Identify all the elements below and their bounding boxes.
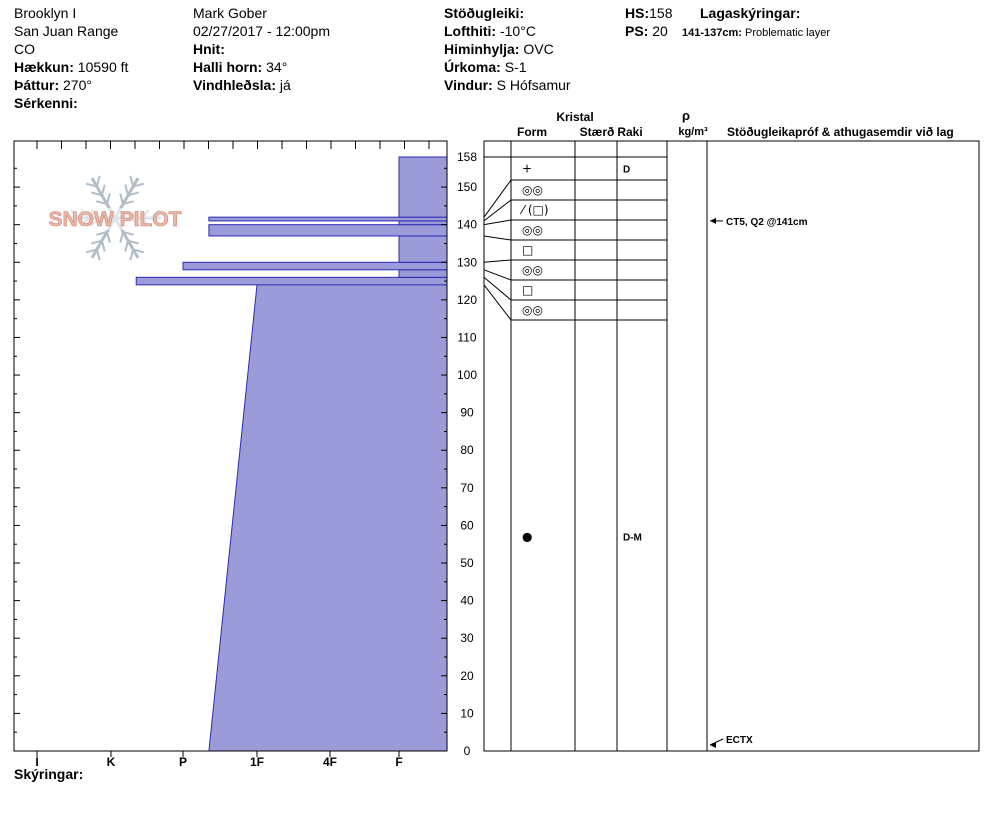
snowflake-branch	[130, 249, 133, 260]
depth-label: 10	[460, 706, 474, 721]
snowflake-branch	[97, 176, 100, 187]
wind-value: S Hófsamur	[496, 77, 571, 93]
layer-connector	[484, 220, 511, 225]
hardness-band	[209, 285, 447, 751]
layer-form-symbol: ◎◎	[522, 263, 543, 277]
precip-label: Úrkoma:	[444, 59, 501, 75]
location-name: Brooklyn I	[14, 5, 77, 21]
features-label: Sérkenni:	[14, 95, 78, 111]
layer-moisture: D	[623, 164, 631, 176]
header-form: Form	[517, 125, 547, 139]
hardness-profile	[136, 157, 447, 751]
depth-label: 30	[460, 631, 474, 646]
layer-connector	[484, 236, 511, 240]
sky-label: Himinhylja:	[444, 41, 520, 57]
air-temp-label: Lofthiti:	[444, 23, 497, 39]
depth-label: 50	[460, 556, 474, 571]
hardness-label-1f: 1F	[249, 755, 265, 769]
aspect-label: Þáttur:	[14, 77, 60, 93]
state: CO	[14, 41, 35, 57]
wind-label: Vindur:	[444, 77, 493, 93]
header-rho: ρ	[681, 108, 691, 123]
depth-label: 80	[460, 443, 474, 458]
layer-form-symbol: □	[522, 243, 534, 257]
air-temp-value: -10°C	[499, 23, 536, 39]
snowflake-branch	[125, 241, 128, 252]
hardness-band	[136, 277, 447, 285]
logo-text: SNOW PILOT	[48, 208, 182, 231]
snowflake-branch	[130, 176, 133, 187]
hardness-label-4f: 4F	[322, 755, 338, 769]
layer-connector	[484, 277, 511, 300]
depth-label: 0	[463, 744, 471, 758]
ps-label: PS:	[625, 23, 649, 39]
snowflake-branch	[97, 249, 100, 260]
layer-connector	[484, 285, 511, 320]
elevation-value: 10590 ft	[77, 59, 129, 75]
layers-table	[484, 108, 979, 751]
hardness-band	[399, 221, 447, 225]
layer-form-symbol: ◎◎	[522, 223, 543, 237]
stability-test-label: ECTX	[726, 735, 753, 746]
notes-label: Skýringar:	[14, 766, 84, 782]
layer-form-symbol: +	[522, 161, 533, 176]
wind-loading-label: Vindhleðsla:	[193, 77, 276, 93]
stability-label: Stöðugleiki:	[444, 5, 525, 21]
snowflake-branch	[125, 185, 128, 196]
table-frame	[484, 141, 979, 751]
hardness-band	[399, 157, 447, 217]
depth-label: 70	[460, 480, 474, 495]
mountain-range: San Juan Range	[14, 23, 119, 39]
hs-label: HS:	[625, 5, 650, 21]
header-moisture: Raki	[617, 125, 643, 139]
layer-connector	[484, 270, 511, 280]
hardness-label-p: P	[178, 755, 188, 769]
depth-label: 158	[456, 150, 478, 164]
layer-form-symbol: ◎◎	[522, 183, 543, 197]
slope-value: 34°	[266, 59, 288, 75]
hardness-band	[399, 270, 447, 278]
snowpilot-logo	[40, 176, 190, 260]
layer-form-symbol: ◎◎	[522, 303, 543, 317]
stability-test-label: CT5, Q2 @141cm	[726, 216, 808, 228]
precip-value: S-1	[504, 59, 527, 75]
layer-form-symbol: ⁄ (□)	[522, 203, 549, 217]
test-arrowhead	[710, 742, 716, 748]
layer-connector	[484, 200, 511, 221]
depth-label: 90	[460, 405, 474, 420]
hardness-label-k: K	[106, 755, 116, 769]
layer-form-symbol: ●	[522, 529, 533, 544]
sky-value: OVC	[523, 41, 554, 57]
hs-value: 158	[649, 5, 673, 21]
slope-label: Halli horn:	[193, 59, 263, 75]
snowflake-branch	[102, 241, 105, 252]
layer-note: Problematic layer	[745, 27, 830, 39]
layer-connector	[484, 180, 511, 217]
depth-label: 150	[456, 180, 478, 195]
header-tests: Stöðugleikapróf & athugasemdir við lag	[727, 125, 954, 139]
aspect-value: 270°	[63, 77, 92, 93]
header-size: Stærð	[579, 125, 615, 139]
depth-label: 100	[456, 368, 478, 383]
hardness-band	[399, 236, 447, 262]
hardness-band	[209, 225, 447, 236]
legend-label: Lagaskýringar:	[700, 5, 801, 21]
header-crystal: Kristal	[556, 110, 594, 124]
hardness-label-f: F	[395, 755, 403, 769]
layer-moisture: D-M	[623, 532, 642, 544]
snowflake-branch	[107, 193, 110, 204]
hardness-label-i: I	[35, 755, 39, 769]
snowflake-branch	[120, 232, 123, 243]
elevation-label: Hækkun:	[14, 59, 74, 75]
hardness-band	[209, 217, 447, 221]
coords-label: Hnit:	[193, 41, 225, 57]
test-arrowhead	[710, 218, 716, 224]
depth-label: 40	[460, 593, 474, 608]
layer-form-symbol: □	[522, 283, 534, 297]
layer-connector	[484, 260, 511, 262]
snowflake-branch	[120, 193, 123, 204]
depth-label: 60	[460, 518, 474, 533]
ps-value: 20	[652, 23, 668, 39]
depth-label: 130	[456, 255, 478, 270]
snowflake-branch	[107, 232, 110, 243]
depth-label: 140	[456, 217, 478, 232]
layer-range: 141-137cm:	[682, 27, 742, 39]
depth-label: 20	[460, 668, 474, 683]
depth-label: 120	[456, 292, 478, 307]
header-density-unit: kg/m³	[678, 126, 708, 138]
snowflake-branch	[102, 185, 105, 196]
observation-datetime: 02/27/2017 - 12:00pm	[193, 23, 330, 39]
depth-label: 110	[457, 330, 477, 345]
wind-loading-value: já	[279, 77, 291, 93]
hardness-band	[183, 262, 447, 270]
observer-name: Mark Gober	[193, 5, 267, 21]
